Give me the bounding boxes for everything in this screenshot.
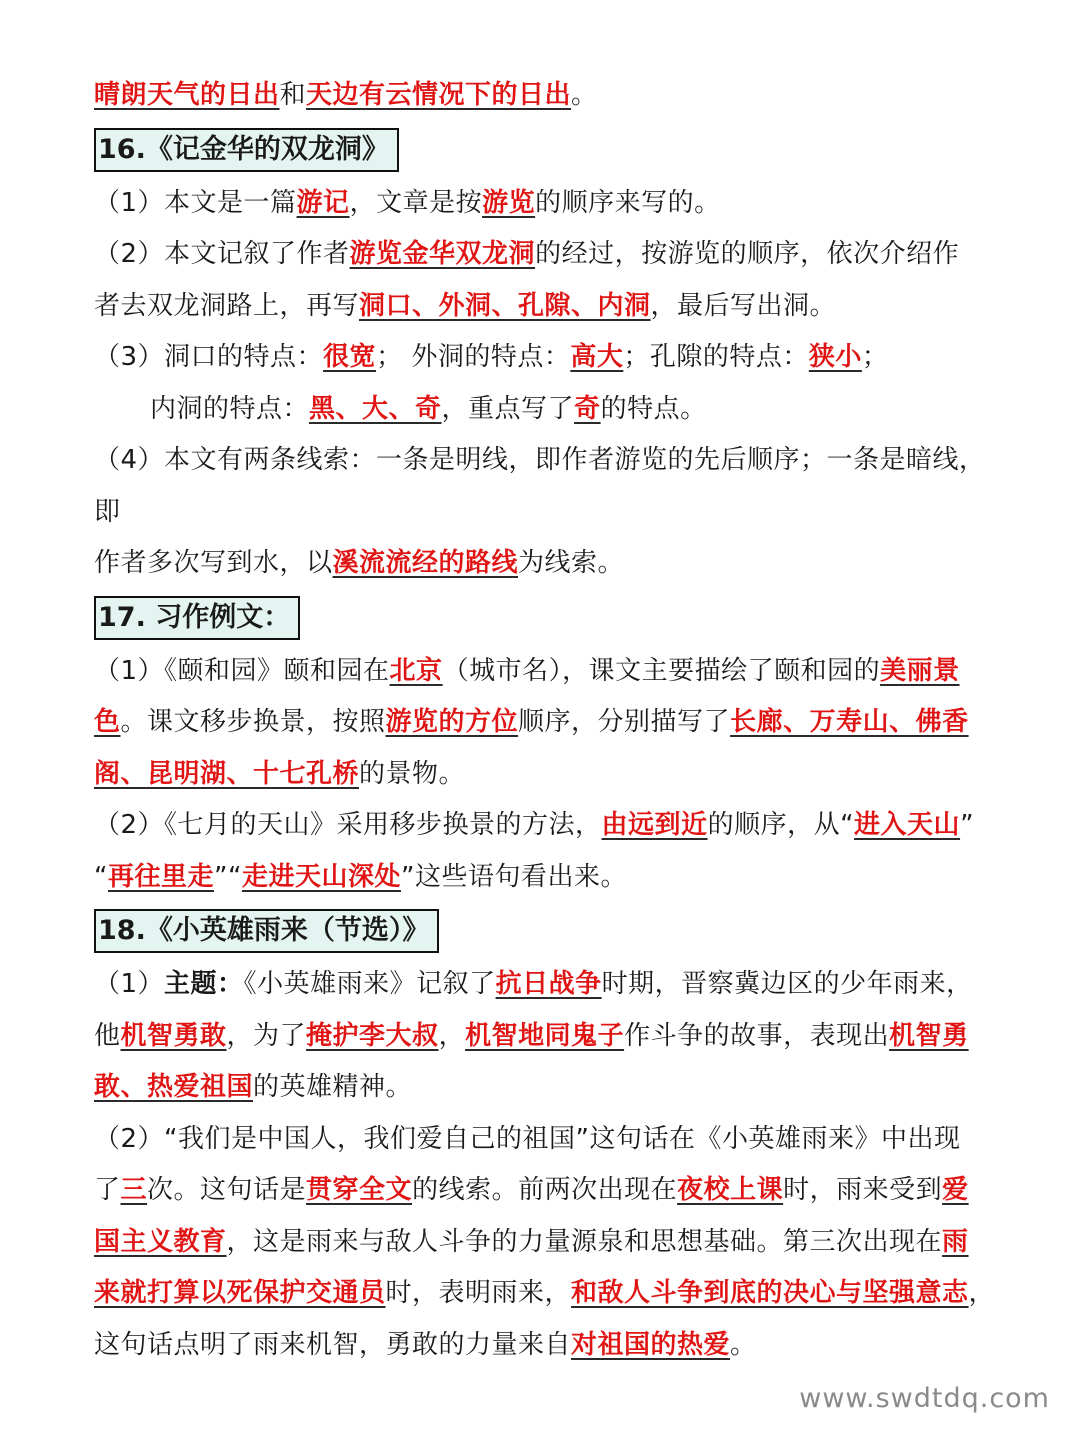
text-segment: 的特点。 [600, 393, 707, 424]
text-segment: ，文章是按 [349, 187, 483, 218]
keyword-highlight: 对祖国的热爱 [571, 1329, 731, 1360]
keyword-highlight: 洞口、外洞、孔隙、内洞 [359, 290, 651, 321]
text-segment: （城市名），课文主要描绘了颐和园的 [442, 655, 881, 686]
keyword-highlight: 雨 [942, 1226, 969, 1257]
text-segment: ，最后写出洞。 [650, 290, 837, 321]
text-segment: ，重点写了 [441, 393, 575, 424]
text-segment: 他 [94, 1020, 121, 1051]
keyword-highlight: 和敌人斗争到底的决心与坚强意志 [571, 1278, 969, 1308]
text-segment: 次。这句话是 [147, 1175, 307, 1205]
text-segment: 时期，晋察冀边区的少年雨来， [601, 969, 973, 999]
keyword-highlight: 高大 [570, 342, 624, 372]
text-segment: （1） [94, 969, 165, 999]
text-line [94, 435, 994, 487]
keyword-highlight: 掩护李大叔 [306, 1020, 439, 1051]
keyword-highlight: 由远到近 [601, 810, 708, 840]
keyword-highlight: 国主义教育 [94, 1226, 227, 1257]
text-line [94, 487, 994, 539]
keyword-highlight: 游览 [482, 187, 536, 218]
keyword-highlight: 美丽景 [880, 655, 960, 686]
text-segment: 。 [571, 80, 598, 110]
keyword-highlight: 溪流流经的路线 [332, 548, 519, 578]
text-segment: 作斗争的故事，表现出 [624, 1020, 890, 1051]
text-segment: ， [438, 1020, 466, 1051]
text-segment: （2）“我们是中国人，我们爱自己的祖国”这句话在《小英雄雨来》中出现 [94, 1123, 961, 1154]
text-segment: 内洞的特点： [150, 393, 310, 424]
keyword-highlight: 机智勇 [889, 1020, 969, 1051]
keyword-highlight: 晴朗天气的日出 [94, 80, 280, 110]
text-segment: 。 [730, 1329, 757, 1360]
section-heading: 16.《记金华的双龙洞》 [94, 128, 399, 172]
text-line [94, 178, 994, 230]
text-segment: 为线索。 [518, 548, 625, 578]
text-segment: （1）《颐和园》颐和园在 [94, 655, 390, 686]
keyword-highlight: 很宽 [323, 342, 377, 372]
text-segment: 时，雨来受到 [783, 1175, 943, 1205]
keyword-highlight: 游览的方位 [385, 707, 519, 737]
text-segment: 作者多次写到水，以 [94, 548, 333, 578]
text-segment: 的经过，按游览的顺序，依次介绍作 [535, 239, 960, 269]
text-segment: ” [960, 810, 975, 840]
text-segment: 的顺序，从“ [707, 810, 855, 840]
text-line [94, 70, 994, 122]
text-line [94, 697, 994, 749]
document-page [94, 70, 994, 1371]
text-segment: ； 外洞的特点： [376, 342, 571, 372]
text-line [94, 646, 994, 698]
section-heading-row [94, 590, 994, 646]
keyword-highlight: 游览金华双龙洞 [349, 239, 536, 269]
keyword-highlight: 贯穿全文 [306, 1175, 413, 1205]
text-segment: ，这是雨来与敌人斗争的力量源泉和思想基础。第三次出现在 [226, 1226, 943, 1257]
keyword-highlight: 黑、大、奇 [309, 393, 442, 424]
keyword-highlight: 走进天山深处 [241, 861, 401, 892]
text-segment: “ [94, 861, 108, 892]
text-segment: 的景物。 [359, 758, 466, 789]
text-segment: 时，表明雨来， [385, 1278, 572, 1308]
text-segment: ”“ [214, 861, 242, 892]
keyword-highlight: 奇 [574, 393, 601, 424]
keyword-highlight: 抗日战争 [495, 969, 602, 999]
keyword-highlight: 爱 [942, 1175, 969, 1205]
keyword-highlight: 再往里走 [107, 861, 214, 892]
text-line [94, 281, 994, 333]
text-line [94, 538, 994, 590]
text-segment: 。课文移步换景，按照 [120, 707, 386, 737]
text-segment: （4）本文有两条线索：一条是明线，即作者游览的先后顺序；一条是暗线， [94, 445, 986, 475]
text-line [94, 800, 994, 852]
text-line [94, 332, 994, 384]
keyword-highlight: 机智地同鬼子 [465, 1020, 625, 1051]
keyword-highlight: 来就打算以死保护交通员 [94, 1278, 386, 1308]
text-segment: 了 [94, 1175, 121, 1205]
watermark: www.swdtdq.com [799, 1383, 1050, 1414]
text-segment: ； [861, 342, 889, 372]
section-heading-row [94, 903, 994, 959]
text-segment: ，为了 [226, 1020, 307, 1051]
text-line [94, 1114, 994, 1166]
keyword-highlight: 阁、昆明湖、十七孔桥 [94, 758, 360, 789]
section-heading-row [94, 122, 994, 178]
keyword-highlight: 机智勇敢 [120, 1020, 227, 1051]
text-segment: （2）本文记叙了作者 [94, 239, 350, 269]
text-line [94, 229, 994, 281]
text-line [94, 852, 994, 904]
text-line [94, 1217, 994, 1269]
text-line [94, 1062, 994, 1114]
text-line [94, 749, 994, 801]
text-segment: 和 [279, 80, 307, 110]
text-line [94, 1320, 994, 1372]
text-segment: （2）《七月的天山》采用移步换景的方法， [94, 810, 602, 840]
text-segment: 的英雄精神。 [253, 1072, 413, 1102]
keyword-highlight: 色 [94, 707, 121, 737]
keyword-highlight: 进入天山 [854, 810, 961, 840]
keyword-highlight: 夜校上课 [677, 1175, 784, 1205]
text-line [94, 1268, 994, 1320]
text-segment: 者去双龙洞路上，再写 [94, 290, 360, 321]
section-heading: 17. 习作例文： [94, 596, 300, 640]
text-line [94, 384, 994, 436]
text-segment: 《小英雄雨来》记叙了 [243, 969, 496, 999]
text-segment: ；孔隙的特点： [623, 342, 809, 372]
keyword-highlight: 三 [120, 1175, 148, 1205]
text-segment: （1）本文是一篇 [94, 187, 297, 218]
keyword-highlight: 北京 [389, 655, 443, 686]
keyword-highlight: 游记 [296, 187, 350, 218]
keyword-highlight: 敢、热爱祖国 [94, 1072, 254, 1102]
keyword-highlight: 天边有云情况下的日出 [306, 80, 572, 110]
keyword-highlight: 长廊、万寿山、佛香 [730, 707, 969, 737]
section-heading: 18.《小英雄雨来（节选）》 [94, 909, 439, 953]
text-line [94, 1011, 994, 1063]
text-segment: 的线索。前两次出现在 [412, 1175, 678, 1205]
text-line [94, 1165, 994, 1217]
text-line [94, 959, 994, 1011]
text-segment: ”这些语句看出来。 [400, 861, 627, 892]
bold-label: 主题： [164, 969, 244, 999]
text-segment: ， [968, 1278, 996, 1308]
text-segment: 的顺序来写的。 [535, 187, 721, 218]
text-segment: 顺序，分别描写了 [518, 707, 731, 737]
text-segment: （3）洞口的特点： [94, 342, 324, 372]
keyword-highlight: 狭小 [808, 342, 862, 372]
text-segment: 即 [94, 496, 121, 527]
text-segment: 这句话点明了雨来机智，勇敢的力量来自 [94, 1329, 572, 1360]
